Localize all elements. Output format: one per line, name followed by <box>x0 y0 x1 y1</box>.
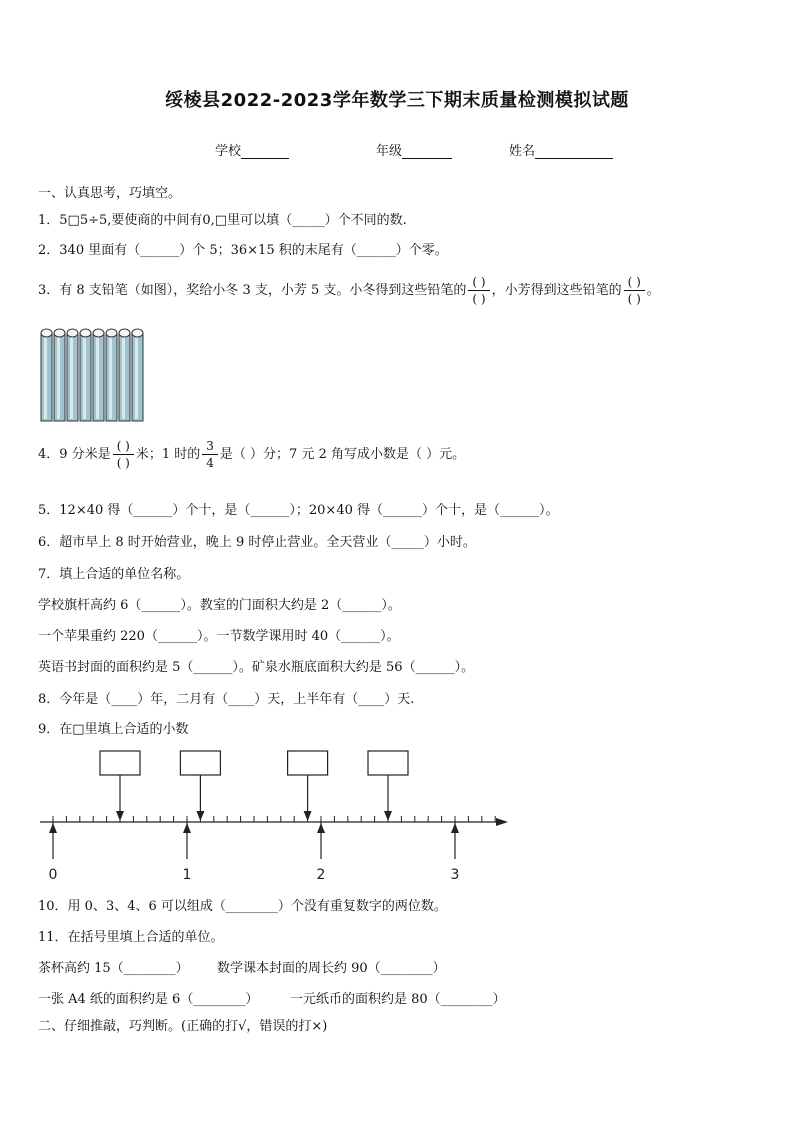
box-arrow-head <box>304 811 312 821</box>
question-5: 5．12×40 得（______）个十，是（______）；20×40 得（______）个十，是（______）。 <box>38 503 559 518</box>
question-2: 2．340 里面有（______）个 5；36×15 积的末尾有（______）个零。 <box>38 243 448 258</box>
pencil <box>106 329 117 421</box>
question-11-line-2a: 一张 A4 纸的面积约是 6（________） <box>38 992 259 1007</box>
pencil <box>54 329 65 421</box>
label-arrow-head <box>451 823 459 833</box>
label-arrow-head <box>183 823 191 833</box>
pencil-figure <box>38 325 148 429</box>
question-1: 1．5□5÷5,要使商的中间有0,□里可以填（_____）个不同的数. <box>38 213 407 228</box>
question-11-line-2b: 一元纸币的面积约是 80（________） <box>290 992 506 1007</box>
pencil <box>132 329 143 421</box>
q4-fraction-three-quarters: $\frac{3}{4}$ <box>202 440 218 469</box>
pencil-group <box>38 325 148 425</box>
answer-box[interactable] <box>100 751 140 775</box>
q4-text-a: 4．9 分米是 <box>38 447 111 462</box>
name-blank[interactable] <box>535 144 613 159</box>
tick-label: 3 <box>450 867 460 883</box>
box-arrow-head <box>196 811 204 821</box>
q3-fraction-1[interactable]: $\frac{( )}{( )}$ <box>468 276 489 305</box>
tick-label: 1 <box>182 867 192 883</box>
question-11-line-1b: 数学课本封面的周长约 90（________） <box>217 961 446 976</box>
grade-label: 年级 <box>376 144 403 159</box>
pencil <box>41 329 52 421</box>
grade-blank[interactable] <box>402 144 452 159</box>
school-blank[interactable] <box>241 144 289 159</box>
school-label: 学校 <box>215 144 242 159</box>
q3-fraction-2[interactable]: $\frac{( )}{( )}$ <box>624 276 645 305</box>
q4-fraction-blank[interactable]: $\frac{( )}{( )}$ <box>113 440 134 469</box>
question-7-line-2: 一个苹果重约 220（______）。一节数学课用时 40（______）。 <box>38 629 400 644</box>
question-10: 10．用 0、3、4、6 可以组成（________）个没有重复数字的两位数。 <box>38 899 447 914</box>
question-3 <box>38 276 660 305</box>
page-title: 绥棱县2022-2023学年数学三下期末质量检测模拟试题 <box>165 90 629 111</box>
label-arrow-head <box>317 823 325 833</box>
pencil <box>80 329 91 421</box>
q3-text-b: ，小芳得到这些铅笔的 <box>491 283 622 298</box>
tick-label: 2 <box>316 867 326 883</box>
box-arrow-head <box>384 811 392 821</box>
question-4 <box>38 440 465 469</box>
section-2-heading: 二、仔细推敲，巧判断。(正确的打√，错误的打×) <box>38 1019 328 1034</box>
question-7-title: 7．填上合适的单位名称。 <box>38 567 190 582</box>
answer-box[interactable] <box>288 751 328 775</box>
answer-box[interactable] <box>180 751 220 775</box>
q4-text-b: 米；1 时的 <box>135 447 201 462</box>
school-field <box>215 140 289 159</box>
q3-text-c: 。 <box>646 283 660 298</box>
pencil <box>67 329 78 421</box>
number-line <box>30 745 530 885</box>
question-7-line-1: 学校旗杆高约 6（______）。教室的门面积大约是 2（______）。 <box>38 598 401 613</box>
question-6: 6．超市早上 8 时开始营业，晚上 9 时停止营业。全天营业（_____）小时。 <box>38 535 476 550</box>
question-7-line-3: 英语书封面的面积约是 5（______）。矿泉水瓶底面积大约是 56（______）。 <box>38 660 475 675</box>
section-1-heading: 一、认真思考，巧填空。 <box>38 186 182 201</box>
pencil <box>93 329 104 421</box>
question-11-line-1a: 茶杯高约 15（________） <box>38 961 189 976</box>
question-11-title: 11．在括号里填上合适的单位。 <box>38 930 224 945</box>
grade-field <box>376 140 452 159</box>
tick-label: 0 <box>48 867 58 883</box>
pencil <box>119 329 130 421</box>
q3-text-a: 3．有 8 支铅笔（如图），奖给小冬 3 支，小芳 5 支。小冬得到这些铅笔的 <box>38 283 467 298</box>
name-label: 姓名 <box>509 144 536 159</box>
question-8: 8．今年是（____）年，二月有（____）天，上半年有（____）天. <box>38 692 415 707</box>
question-9-title: 9．在□里填上合适的小数 <box>38 722 189 737</box>
number-line-figure <box>30 745 530 889</box>
label-arrow-head <box>49 823 57 833</box>
answer-box[interactable] <box>368 751 408 775</box>
axis-arrowhead <box>496 818 508 826</box>
name-field <box>509 140 613 159</box>
q4-text-c: 是（ ）分；7 元 2 角写成小数是（ ）元。 <box>219 447 466 462</box>
box-arrow-head <box>116 811 124 821</box>
